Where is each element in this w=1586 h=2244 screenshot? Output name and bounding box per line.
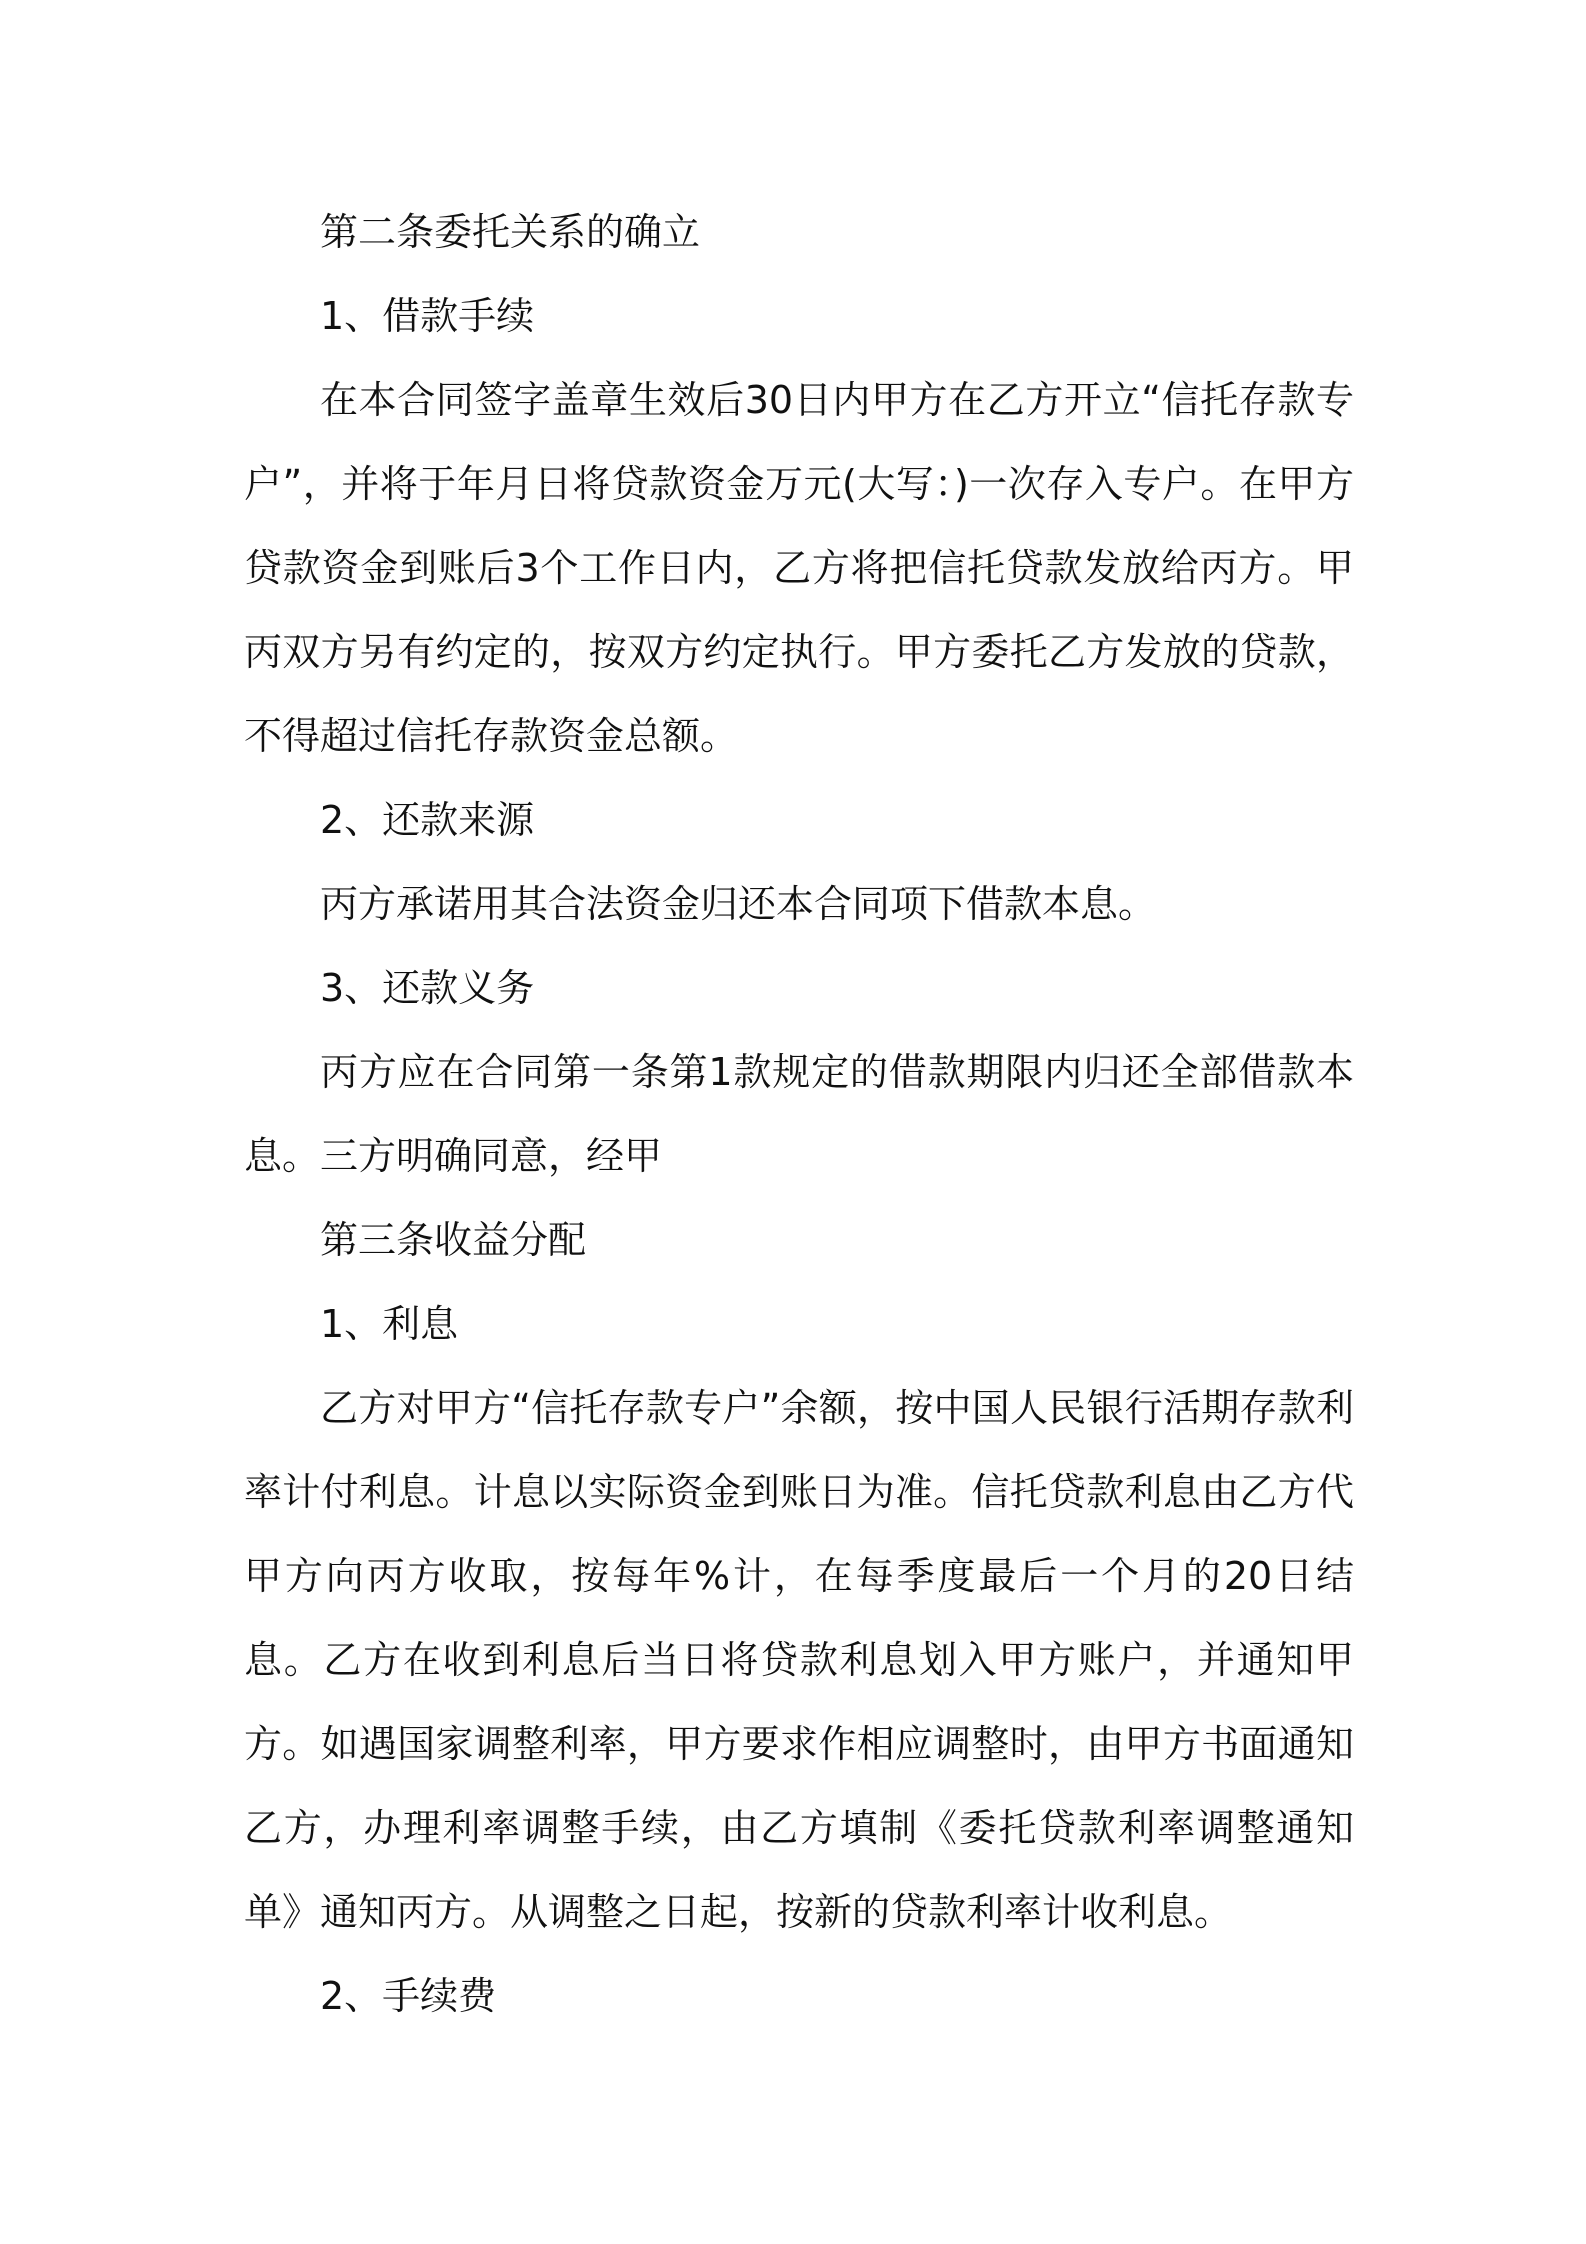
clause-heading-repayment-source: 2、还款来源 (320, 798, 535, 842)
clause-heading-repayment-obligation: 3、还款义务 (320, 966, 535, 1010)
clause-heading-interest: 1、利息 (320, 1302, 459, 1346)
document-body (244, 190, 1354, 2038)
clause-heading-loan-procedure: 1、借款手续 (320, 294, 535, 338)
paragraph-repayment-source: 丙方承诺用其合法资金归还本合同项下借款本息。 (320, 882, 1157, 926)
clause-heading-fees: 2、手续费 (320, 1974, 497, 2018)
paragraph-repayment-obligation: 丙方应在合同第一条第1款规定的借款期限内归还全部借款本息。三方明确同意，经甲 (244, 1050, 1354, 1178)
paragraph-interest: 乙方对甲方“信托存款专户”余额，按中国人民银行活期存款利率计付利息。计息以实际资金到账日为准。信托贷款利息由乙方代甲方向丙方收取，按每年%计，在每季度最后一个月的20日结息。乙方在收到利息后当日将贷款利息划入甲方账户，并通知甲方。如遇国家调整利率，甲方要求作相应调整时，由甲方书面通知乙方，办理利率调整手续，由乙方填制《委托贷款利率调整通知单》通知丙方。从调整之日起，按新的贷款利率计收利息。 (244, 1386, 1354, 1934)
section-heading-article-3: 第三条收益分配 (320, 1218, 587, 1262)
section-heading-article-2: 第二条委托关系的确立 (320, 210, 701, 254)
paragraph-loan-procedure: 在本合同签字盖章生效后30日内甲方在乙方开立“信托存款专户”，并将于年月日将贷款资金万元(大写：)一次存入专户。在甲方贷款资金到账后3个工作日内，乙方将把信托贷款发放给丙方。甲丙双方另有约定的，按双方约定执行。甲方委托乙方发放的贷款，不得超过信托存款资金总额。 (244, 378, 1354, 758)
